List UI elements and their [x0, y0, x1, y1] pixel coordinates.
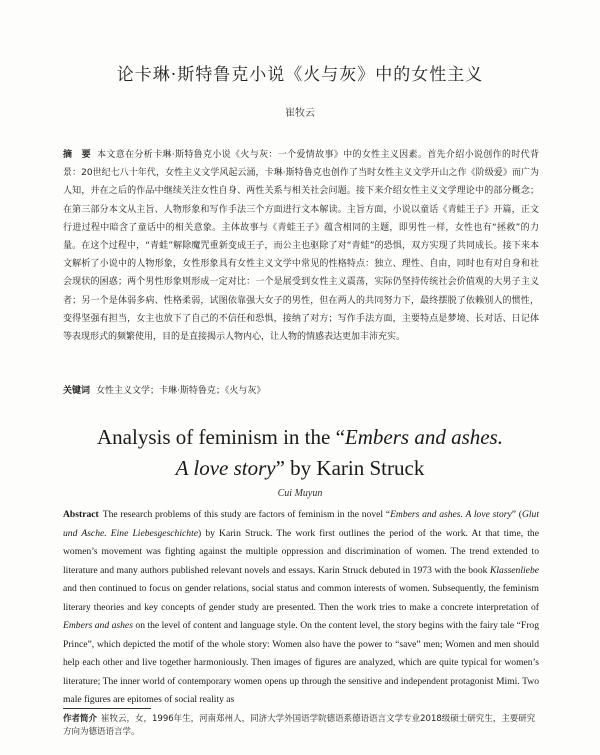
- chinese-title: 论卡琳·斯特鲁克小说《火与灰》中的女性主义: [116, 65, 484, 85]
- english-abstract-label: Abstract: [63, 509, 99, 520]
- english-title-line-2: [0, 453, 600, 484]
- english-title-line-1: [0, 422, 600, 453]
- footnote-label: 作者简介: [63, 714, 98, 724]
- english-abstract-italic-2: Glut und Asche. Eine Liebesgeschichte: [63, 509, 539, 539]
- english-author: Cui Muyun: [277, 488, 323, 499]
- english-title-suffix: ” by Karin Struck: [275, 456, 425, 480]
- english-title-prefix: Analysis of feminism in the “: [97, 425, 345, 449]
- chinese-author: 崔牧云: [285, 108, 315, 119]
- footnote-text: 崔牧云，女，1996年生，河南郑州人，同济大学外国语学院德语系德语语言文学专业2018级硕士研究生，主要研究方向为德语语言学。: [63, 714, 536, 737]
- chinese-keywords: [63, 384, 539, 398]
- english-abstract-text-2: ” (: [511, 509, 522, 520]
- english-abstract-italic-1: Embers and ashes. A love story: [390, 509, 512, 520]
- chinese-keywords-label: 关键词: [63, 386, 91, 396]
- chinese-abstract: [63, 146, 539, 346]
- english-title-italic-2: A love story: [175, 456, 276, 480]
- english-abstract-text-1: The research problems of this study are factors of feminism in the novel “: [102, 509, 391, 520]
- english-abstract-text-4: and then continued to focus on gender relations, social status and common interests of women. Subsequently, the feminism literary theories and key concepts of gender study are presented. Then the work tries to make a concrete interpretation of: [63, 583, 539, 613]
- chinese-keywords-text: 女性主义文学；卡琳·斯特鲁克；《火与灰》: [96, 386, 266, 396]
- english-abstract-italic-4: Embers and ashes: [63, 620, 133, 631]
- english-title: [0, 422, 600, 484]
- english-abstract-text-5: on the level of content and language style. On the content level, the story begins with the fairy tale “Frog Prince”, which depicted the motif of the whole story: Women also have the power to “save” men; Women and men should help each other and live together harmoniously. Then images of figures are analyzed, which are quite typical for women’s literature; The inner world of contemporary women opens up through the sensitive and independent protagonist Mimi. Two male figures are epitomes of social reality as: [63, 620, 539, 705]
- author-footnote: [63, 713, 539, 739]
- chinese-abstract-label: 摘 要: [63, 150, 92, 160]
- english-abstract-italic-3: Klassenliebe: [489, 564, 539, 576]
- chinese-abstract-text: 本文意在分析卡琳·斯特鲁克小说《火与灰：一个爱情故事》中的女性主义因素。首先介绍小说创作的时代背景：20世纪七八十年代，女性主义文学风起云涌，卡琳·斯特鲁克也创作了当时女性主义文学开山之作《阶级爱》而广为人知，并在之后的作品中继续关注女性自身、两性关系与相关社会问题。接下来介绍女性主义文学理论中的部分概念；在第三部分本文从主旨、人物形象和写作手法三个方面进行文本解读。主旨方面，小说以童话《青蛙王子》开篇，正文行进过程中暗含了童话中的相关意象。主体故事与《青蛙王子》蕴含相同的主题，即男性一样，女性也有“拯救”的力量。在这个过程中，“青蛙”解除魔咒重新变成王子，而公主也驱除了对“青蛙”的恐惧，双方实现了共同成长。接下来本文解析了小说中的人物形象，女性形象具有女性主义文学中常见的性格特点：独立、理性、自由，同时也有对自身和社会现状的困惑；两个男性形象则形成一定对比：一个是展受到女性主义震荡，实际仍坚持传统社会价值观的大男子主义者；另一个是体弱多病、性格柔弱，试图依靠强大女子的男性，但在两人的共同努力下，最终摆脱了依赖别人的惯性，变得坚强有担当，女主也放下了自己的不信任和恐惧，接纳了对方；写作手法方面，主要特点是梦境、长对话、日记体等表现形式的频繁使用，目的是直接揭示人物内心，让人物的情感表达更加丰沛充实。: [63, 150, 539, 343]
- english-abstract: [63, 506, 539, 710]
- footnote-divider: [63, 708, 151, 709]
- english-title-italic-1: Embers and ashes.: [344, 425, 503, 449]
- english-abstract-text-3: ) by Karin Struck. The work first outlines the period of the work. At that time, the women’s movement was fighting against the multiple oppression and discrimination of women. The trend extended to literature and many authors published relevant novels and essays. Karin Struck debuted in 1973 with the book: [63, 527, 539, 576]
